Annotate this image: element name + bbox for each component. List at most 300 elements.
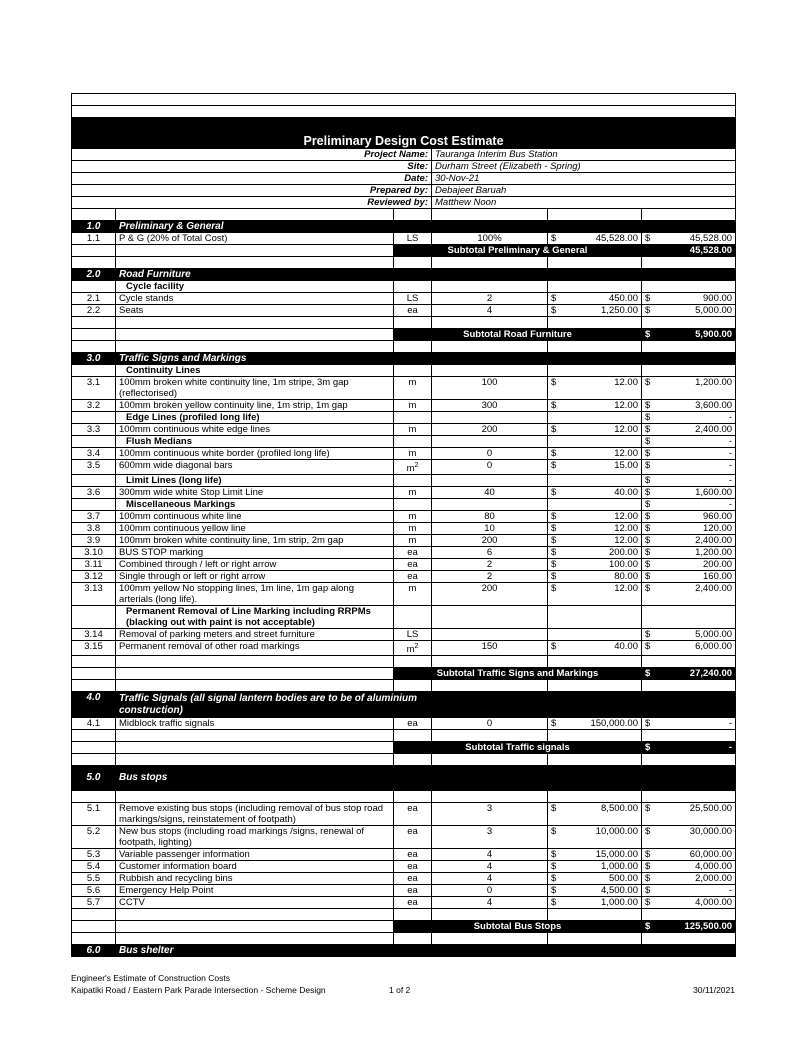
footer-line-2: Kaipatiki Road / Eastern Park Parade Intersection - Scheme Design (71, 985, 326, 995)
amount-value: 120.00 (703, 523, 733, 535)
currency-sign: $ (551, 826, 557, 838)
item-description: 100mm broken white continuity line, 1m stripe, 3m gap (reflectorised) (116, 377, 394, 400)
item-description: Single through or left or right arrow (116, 571, 394, 583)
item-description: BUS STOP marking (116, 547, 394, 559)
amount-value: - (728, 475, 733, 487)
rate-cell (548, 629, 642, 641)
line-item-row (72, 885, 736, 897)
item-unit (394, 400, 432, 412)
item-unit (394, 641, 432, 656)
header-row (72, 161, 736, 173)
amount-value: 60,000.00 (689, 849, 733, 861)
amount-cell (642, 365, 736, 377)
footer-line-1: Engineer's Estimate of Construction Costs (71, 973, 230, 983)
rate-cell (548, 233, 642, 245)
rate-cell (548, 377, 642, 400)
page-number: 1 of 2 (389, 985, 411, 995)
currency-sign: $ (645, 849, 651, 861)
subheading-label: Miscellaneous Markings (116, 499, 394, 511)
currency-sign: $ (551, 511, 557, 523)
currency-sign: $ (551, 803, 557, 815)
amount-value: 150,000.00 (590, 718, 638, 730)
item-number: 5.6 (72, 885, 116, 897)
line-item-row (72, 873, 736, 885)
item-number: 4.1 (72, 718, 116, 730)
amount-cell (642, 606, 736, 629)
unit-text: m (406, 463, 415, 475)
blank-row (72, 341, 736, 353)
amount-cell (642, 641, 736, 656)
amount-cell (642, 436, 736, 448)
item-quantity: 300 (432, 400, 548, 412)
rate-cell (548, 487, 642, 499)
item-description: 100mm continuous white line (116, 511, 394, 523)
subtotal-row (72, 921, 736, 933)
section-header-row (72, 692, 736, 718)
subtotal-label: Subtotal Traffic signals (394, 742, 642, 754)
currency-sign: $ (551, 448, 557, 459)
amount-value: 12.00 (614, 448, 638, 459)
line-item-row (72, 641, 736, 656)
amount-cell (642, 629, 736, 641)
item-quantity: 4 (432, 849, 548, 861)
item-description: Remove existing bus stops (including removal of bus stop road markings/signs, reinstatement of footpath) (116, 803, 394, 826)
item-description: Rubbish and recycling bins (116, 873, 394, 885)
item-description: Combined through / left or right arrow (116, 559, 394, 571)
currency-sign: $ (645, 641, 651, 653)
amount-value: - (728, 448, 733, 459)
blank-row (72, 680, 736, 692)
currency-sign: $ (645, 305, 651, 316)
cost-estimate-table (71, 93, 736, 957)
currency-sign: $ (645, 547, 651, 559)
header-value: Tauranga Interim Bus Station (432, 149, 736, 161)
subtotal-amount: 45,528.00 (689, 245, 733, 256)
top-blank-row (72, 106, 736, 118)
item-unit (394, 487, 432, 499)
item-number: 3.5 (72, 460, 116, 475)
rate-cell (548, 460, 642, 475)
amount-value: 12.00 (614, 583, 638, 595)
unit-text: m (408, 583, 417, 595)
subtotal-row (72, 742, 736, 754)
blank-row (72, 317, 736, 329)
item-quantity: 80 (432, 511, 548, 523)
amount-value: 1,000.00 (601, 897, 638, 909)
item-number: 3.1 (72, 377, 116, 400)
subtotal-value (642, 742, 736, 754)
item-number: 3.7 (72, 511, 116, 523)
line-item-row (72, 718, 736, 730)
subheading-row (72, 499, 736, 511)
header-row (72, 173, 736, 185)
item-unit (394, 535, 432, 547)
unit-text: ea (407, 861, 418, 873)
rate-cell (548, 849, 642, 861)
currency-sign: $ (551, 885, 557, 897)
amount-cell (642, 861, 736, 873)
item-description: 300mm wide white Stop Limit Line (116, 487, 394, 499)
amount-value: 10,000.00 (595, 826, 638, 838)
item-description: Variable passenger information (116, 849, 394, 861)
currency-sign: $ (645, 897, 651, 909)
item-description: 100mm continuous yellow line (116, 523, 394, 535)
amount-cell (642, 448, 736, 460)
item-unit (394, 583, 432, 606)
item-number: 3.9 (72, 535, 116, 547)
item-unit (394, 460, 432, 475)
currency-sign: $ (551, 400, 557, 411)
currency-sign: $ (645, 826, 651, 838)
amount-cell (642, 718, 736, 730)
item-quantity: 0 (432, 718, 548, 730)
item-unit (394, 885, 432, 897)
currency-sign: $ (645, 873, 651, 885)
subheading-row (72, 606, 736, 629)
subheading-row (72, 436, 736, 448)
currency-sign: $ (551, 377, 557, 388)
currency-sign: $ (645, 499, 651, 511)
unit-text: ea (407, 826, 418, 838)
currency-sign: $ (645, 921, 651, 933)
currency-sign: $ (645, 718, 651, 730)
blank-row (72, 909, 736, 921)
section-header-row (72, 269, 736, 281)
subtotal-label: Subtotal Traffic Signs and Markings (394, 668, 642, 680)
rate-cell (548, 305, 642, 317)
currency-sign: $ (645, 424, 651, 435)
item-description: Midblock traffic signals (116, 718, 394, 730)
line-item-row (72, 897, 736, 909)
currency-sign: $ (645, 400, 651, 411)
subheading-row (72, 475, 736, 487)
item-description: Permanent removal of other road markings (116, 641, 394, 656)
amount-cell (642, 487, 736, 499)
amount-cell (642, 523, 736, 535)
rate-cell (548, 803, 642, 826)
currency-sign: $ (551, 571, 557, 583)
currency-sign: $ (645, 742, 651, 754)
amount-cell (642, 424, 736, 436)
header-value: Debajeet Baruah (432, 185, 736, 197)
amount-cell (642, 233, 736, 245)
header-row (72, 149, 736, 161)
currency-sign: $ (551, 849, 557, 861)
subheading-label: Flush Medians (116, 436, 394, 448)
section-number: 4.0 (72, 692, 116, 718)
blank-row (72, 656, 736, 668)
amount-value: 4,000.00 (695, 897, 733, 909)
unit-text: LS (406, 629, 419, 641)
item-description: CCTV (116, 897, 394, 909)
item-description: Removal of parking meters and street furniture (116, 629, 394, 641)
item-quantity: 6 (432, 547, 548, 559)
amount-value: 25,500.00 (689, 803, 733, 815)
item-quantity: 150 (432, 641, 548, 656)
amount-value: 5,000.00 (695, 629, 733, 641)
currency-sign: $ (551, 547, 557, 559)
blank-row (72, 754, 736, 766)
amount-value: 2,400.00 (695, 424, 733, 435)
amount-value: 12.00 (614, 511, 638, 523)
item-number: 3.6 (72, 487, 116, 499)
amount-value: 1,250.00 (601, 305, 638, 316)
amount-cell (642, 571, 736, 583)
subtotal-label: Subtotal Road Furniture (394, 329, 642, 341)
currency-sign: $ (645, 448, 651, 459)
currency-sign: $ (645, 861, 651, 873)
line-item-row (72, 523, 736, 535)
item-description: 100mm continuous white edge lines (116, 424, 394, 436)
item-quantity: 10 (432, 523, 548, 535)
amount-value: 8,500.00 (601, 803, 638, 815)
item-quantity: 4 (432, 873, 548, 885)
amount-value: 6,000.00 (695, 641, 733, 653)
blank-row (72, 209, 736, 221)
amount-cell (642, 897, 736, 909)
item-number: 5.2 (72, 826, 116, 849)
amount-cell (642, 281, 736, 293)
item-quantity: 2 (432, 293, 548, 305)
item-description: Emergency Help Point (116, 885, 394, 897)
item-quantity: 200 (432, 535, 548, 547)
currency-sign: $ (645, 460, 651, 471)
amount-value: 12.00 (614, 535, 638, 547)
section-title: Preliminary & General (116, 221, 432, 233)
header-label: Date: (72, 173, 432, 185)
currency-sign: $ (551, 873, 557, 885)
item-description: New bus stops (including road markings /signs, renewal of footpath, lighting) (116, 826, 394, 849)
rate-cell (548, 718, 642, 730)
item-unit (394, 849, 432, 861)
unit-text: m (408, 487, 417, 499)
amount-value: 12.00 (614, 523, 638, 535)
amount-cell (642, 803, 736, 826)
header-value: 30-Nov-21 (432, 173, 736, 185)
item-number: 3.11 (72, 559, 116, 571)
unit-text: ea (407, 571, 418, 583)
amount-value: 1,600.00 (695, 487, 733, 499)
subtotal-row (72, 668, 736, 680)
subtotal-label: Subtotal Bus Stops (394, 921, 642, 933)
amount-value: 40.00 (614, 641, 638, 653)
line-item-row (72, 293, 736, 305)
amount-value: 4,500.00 (601, 885, 638, 897)
subheading-label: Permanent Removal of Line Marking including RRPMs (blacking out with paint is not acceptable) (116, 606, 394, 629)
amount-value: 1,000.00 (601, 861, 638, 873)
currency-sign: $ (645, 329, 651, 340)
section-number: 3.0 (72, 353, 116, 365)
item-number: 5.1 (72, 803, 116, 826)
amount-cell (642, 559, 736, 571)
footer-date: 30/11/2021 (693, 985, 735, 995)
line-item-row (72, 448, 736, 460)
unit-text: m (408, 523, 417, 535)
currency-sign: $ (645, 668, 651, 680)
subheading-label: Edge Lines (profiled long life) (116, 412, 394, 424)
amount-value: 40.00 (614, 487, 638, 499)
item-description: P & G (20% of Total Cost) (116, 233, 394, 245)
line-item-row (72, 803, 736, 826)
item-quantity: 200 (432, 583, 548, 606)
amount-cell (642, 583, 736, 606)
item-number: 1.1 (72, 233, 116, 245)
currency-sign: $ (645, 571, 651, 583)
item-quantity: 100 (432, 377, 548, 400)
subtotal-amount: - (728, 742, 733, 754)
section-header-row (72, 353, 736, 365)
amount-cell (642, 377, 736, 400)
amount-value: 2,000.00 (695, 873, 733, 885)
currency-sign: $ (645, 523, 651, 535)
unit-text: LS (406, 293, 419, 304)
item-description: 100mm continuous white border (profiled long life) (116, 448, 394, 460)
rate-cell (548, 424, 642, 436)
line-item-row (72, 511, 736, 523)
blank-row (72, 791, 736, 803)
item-quantity: 2 (432, 571, 548, 583)
rate-cell (548, 400, 642, 412)
unit-exponent: 2 (414, 643, 419, 651)
currency-sign: $ (551, 861, 557, 873)
amount-cell (642, 499, 736, 511)
subheading-label: Cycle facility (116, 281, 394, 293)
rate-cell (548, 547, 642, 559)
amount-value: 30,000.00 (689, 826, 733, 838)
unit-text: m (408, 511, 417, 523)
currency-sign: $ (551, 293, 557, 304)
subtotal-value (642, 245, 736, 257)
amount-value: 15.00 (614, 460, 638, 471)
item-unit (394, 559, 432, 571)
amount-cell (642, 475, 736, 487)
item-quantity (432, 629, 548, 641)
rate-cell (548, 885, 642, 897)
currency-sign: $ (645, 233, 651, 244)
currency-sign: $ (645, 535, 651, 547)
unit-text: m (408, 377, 417, 388)
amount-cell (642, 412, 736, 424)
section-number: 2.0 (72, 269, 116, 281)
currency-sign: $ (645, 293, 651, 304)
section-title: Road Furniture (116, 269, 432, 281)
rate-cell (548, 523, 642, 535)
currency-sign: $ (645, 885, 651, 897)
subtotal-amount: 125,500.00 (684, 921, 733, 933)
page-title: Preliminary Design Cost Estimate (72, 118, 736, 149)
subtotal-row (72, 245, 736, 257)
item-number: 3.10 (72, 547, 116, 559)
line-item-row (72, 535, 736, 547)
currency-sign: $ (551, 559, 557, 571)
line-item-row (72, 849, 736, 861)
item-number: 3.15 (72, 641, 116, 656)
amount-value: 960.00 (703, 511, 733, 523)
subtotal-amount: 5,900.00 (695, 329, 733, 340)
amount-value: - (728, 460, 733, 471)
amount-value: 2,400.00 (695, 583, 733, 595)
header-row (72, 185, 736, 197)
item-quantity: 3 (432, 803, 548, 826)
amount-value: 45,528.00 (595, 233, 638, 244)
item-unit (394, 523, 432, 535)
top-blank-row (72, 94, 736, 106)
line-item-row (72, 487, 736, 499)
header-row (72, 197, 736, 209)
amount-cell (642, 400, 736, 412)
header-label: Prepared by: (72, 185, 432, 197)
section-header-row (72, 221, 736, 233)
amount-cell (642, 826, 736, 849)
rate-cell (548, 293, 642, 305)
currency-sign: $ (551, 460, 557, 471)
line-item-row (72, 571, 736, 583)
currency-sign: $ (645, 487, 651, 499)
unit-text: ea (407, 718, 418, 730)
item-number: 5.3 (72, 849, 116, 861)
unit-exponent: 2 (414, 462, 419, 469)
rate-cell (548, 897, 642, 909)
item-unit (394, 293, 432, 305)
item-number: 3.8 (72, 523, 116, 535)
item-unit (394, 511, 432, 523)
amount-cell (642, 885, 736, 897)
item-number: 2.2 (72, 305, 116, 317)
amount-value: 12.00 (614, 377, 638, 388)
item-number: 5.7 (72, 897, 116, 909)
amount-cell (642, 305, 736, 317)
unit-text: ea (407, 849, 418, 861)
unit-text: ea (407, 885, 418, 897)
line-item-row (72, 233, 736, 245)
amount-value: 4,000.00 (695, 861, 733, 873)
amount-value: 45,528.00 (689, 233, 733, 244)
unit-text: m (408, 535, 417, 547)
subheading-label: Limit Lines (long life) (116, 475, 394, 487)
subtotal-label: Subtotal Preliminary & General (394, 245, 642, 257)
amount-value: 200.00 (703, 559, 733, 571)
amount-value: 900.00 (703, 293, 733, 304)
unit-text: ea (407, 803, 418, 815)
currency-sign: $ (645, 583, 651, 595)
item-number: 2.1 (72, 293, 116, 305)
amount-value: - (728, 436, 733, 447)
line-item-row (72, 305, 736, 317)
item-unit (394, 873, 432, 885)
currency-sign: $ (551, 233, 557, 244)
item-quantity: 40 (432, 487, 548, 499)
amount-cell (642, 511, 736, 523)
amount-cell (642, 460, 736, 475)
amount-value: 500.00 (608, 873, 638, 885)
unit-text: LS (406, 233, 419, 244)
unit-text: ea (407, 897, 418, 909)
currency-sign: $ (551, 535, 557, 547)
rate-cell (548, 535, 642, 547)
section-title: Traffic Signals (all signal lantern bodies are to be of aluminium construction) (116, 692, 432, 718)
amount-value: 2,400.00 (695, 535, 733, 547)
section-number: 5.0 (72, 766, 116, 791)
amount-cell (642, 293, 736, 305)
item-unit (394, 897, 432, 909)
rate-cell (548, 571, 642, 583)
item-unit (394, 377, 432, 400)
unit-text: m (408, 448, 417, 459)
amount-value: 160.00 (703, 571, 733, 583)
item-unit (394, 305, 432, 317)
item-unit (394, 826, 432, 849)
amount-value: 200.00 (608, 547, 638, 559)
